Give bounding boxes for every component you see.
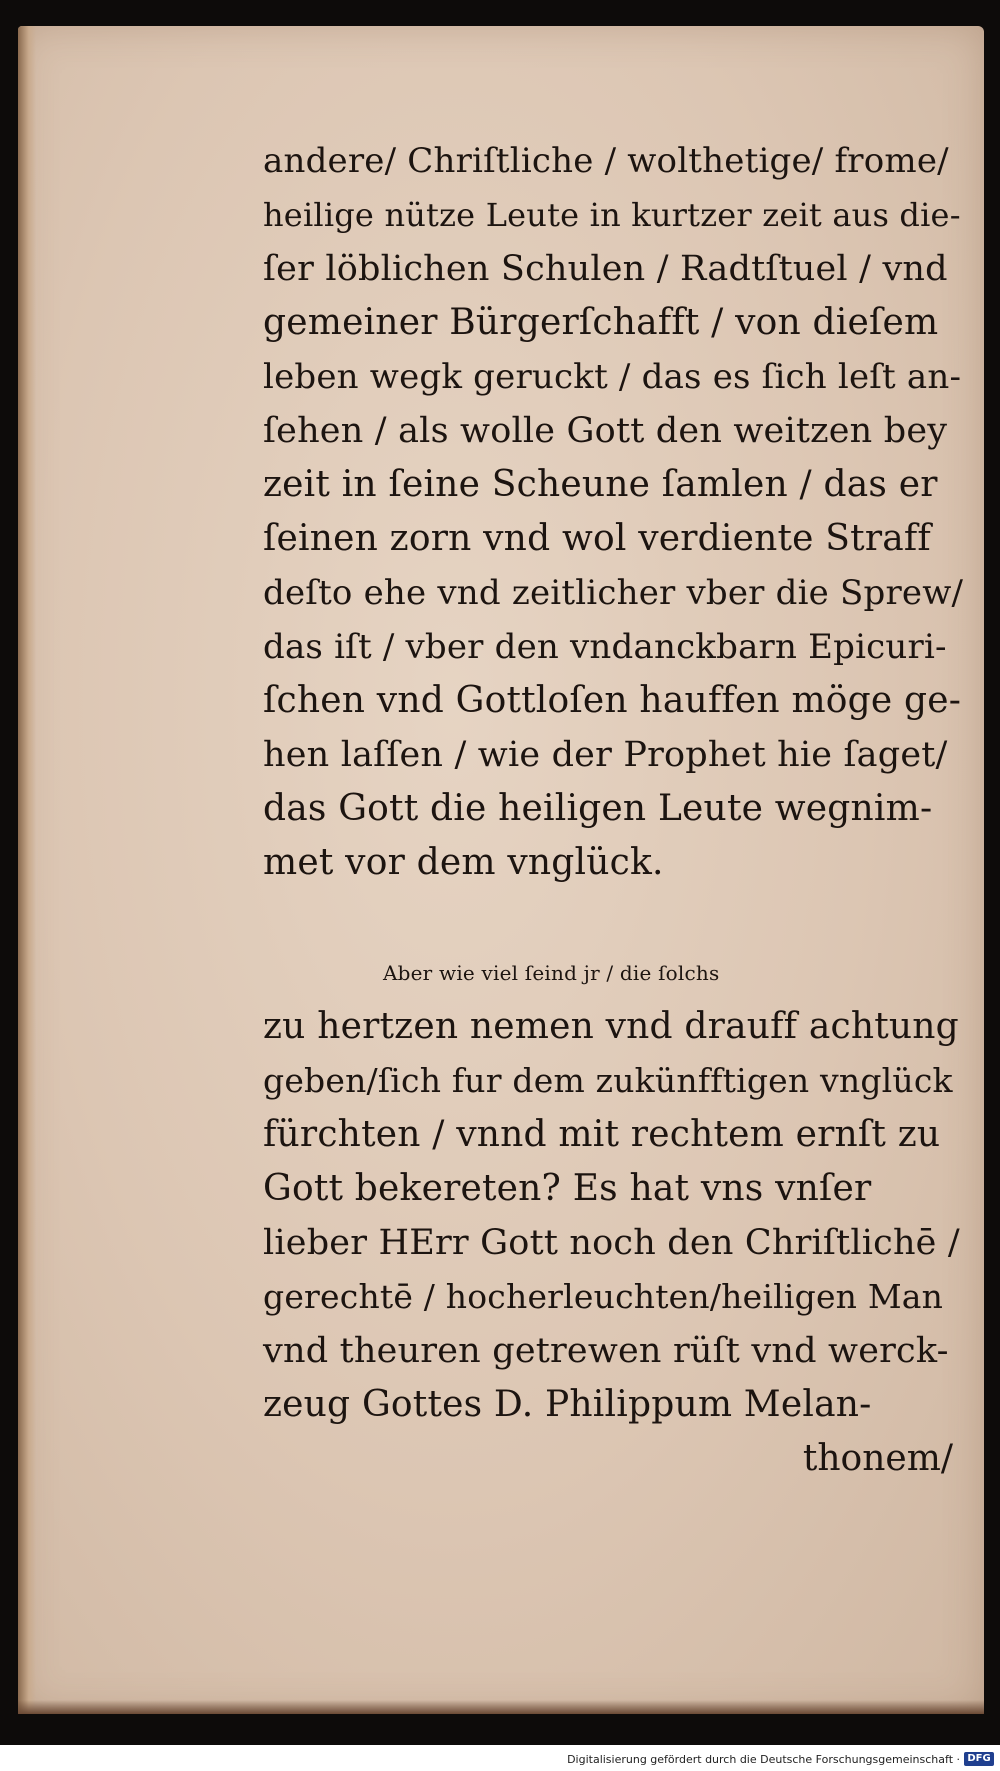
- text-line: zu hertzen nemen vnd drauff achtung: [263, 1006, 959, 1047]
- text-line: gemeiner Bürgerſchafft / von dieſem: [263, 302, 939, 343]
- text-line: geben/ſich fur dem zukünfftigen vnglück: [263, 1061, 953, 1100]
- text-line: ſer löblichen Schulen / Radtſtuel / vnd: [263, 249, 948, 289]
- text-line: gerechtē / hocherleuchten/heiligen Man: [263, 1277, 944, 1316]
- text-line: ſchen vnd Gottloſen hauffen möge ge-: [263, 680, 962, 721]
- text-line: deſto ehe vnd zeitlicher vber die Sprew/: [263, 573, 964, 613]
- book-page: [18, 26, 984, 1714]
- page-text: [263, 134, 963, 1486]
- text-line: zeug Gottes D. Philippum Melan-: [263, 1384, 872, 1425]
- text-line: andere/ Chriſtliche / wolthetige/ frome/: [263, 141, 949, 181]
- text-line: ſehen / als wolle Gott den weitzen bey: [263, 411, 948, 451]
- text-line: ſeinen zorn vnd wol verdiente Straff: [263, 518, 931, 559]
- text-line: leben wegk geruckt / das es ſich leſt an-: [263, 357, 962, 397]
- text-line: Aber wie viel ſeind jr / die ſolchs: [383, 961, 720, 985]
- paragraph-2: [263, 946, 963, 1486]
- text-line: Gott bekereten? Es hat vns vnſer: [263, 1168, 872, 1209]
- footer-bar: [0, 1745, 1000, 1771]
- text-line: vnd theuren getrewen rüſt vnd werck-: [263, 1331, 949, 1371]
- paragraph-1: [263, 134, 963, 890]
- page-bottom-edge: [18, 1700, 984, 1714]
- text-line: fürchten / vnnd mit rechtem ernſt zu: [263, 1114, 941, 1155]
- funding-credit: Digitalisierung gefördert durch die Deutsche Forschungsgemeinschaft ·: [567, 1753, 960, 1766]
- dfg-logo-icon: DFG: [964, 1752, 994, 1766]
- text-line: hen laſſen / wie der Prophet hie ſaget/: [263, 735, 948, 775]
- catchword: thonem/: [802, 1438, 953, 1479]
- text-line: lieber HErr Gott noch den Chriſtlichē /: [263, 1223, 960, 1263]
- text-line: heilige nütze Leute in kurtzer zeit aus die-: [263, 196, 961, 234]
- page-spine-shadow: [18, 26, 36, 1714]
- text-line: das iſt / vber den vndanckbarn Epicuri-: [263, 627, 947, 667]
- text-line: met vor dem vnglück.: [263, 842, 664, 883]
- text-line: das Gott die heiligen Leute wegnim-: [263, 788, 933, 829]
- text-line: zeit in ſeine Scheune ſamlen / das er: [263, 464, 938, 505]
